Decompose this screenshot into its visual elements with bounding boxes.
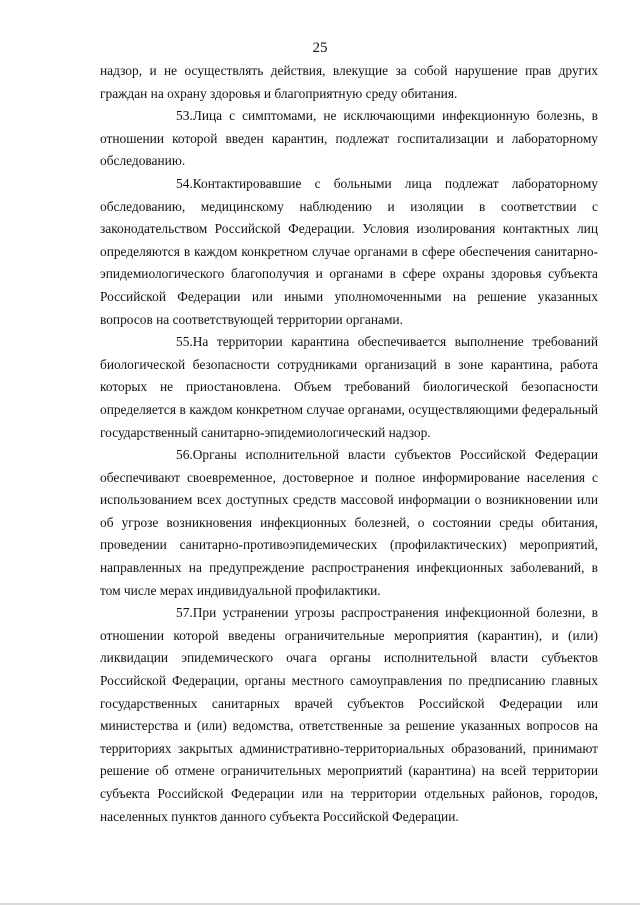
paragraph-text: Лица с симптомами, не исключающими инфекционную болезнь, в отношении которой введен карантин, подлежат госпитализации и лабораторному обследованию. xyxy=(100,108,598,169)
paragraph-55 xyxy=(100,331,598,444)
paragraph-text: надзор, и не осуществлять действия, влекущие за собой нарушение прав других граждан на охрану здоровья и благоприятную среду обитания. xyxy=(100,63,598,101)
paragraph-text: На территории карантина обеспечивается выполнение требований биологической безопасности сотрудниками организаций в зоне карантина, работа которых не приостановлена. Объем требований биологической безопасности определяется в каждом конкретном случае органами, осуществляющими федеральный государственный санитарно-эпидемиологический надзор. xyxy=(100,334,598,440)
paragraph-54 xyxy=(100,173,598,331)
paragraph-text: Органы исполнительной власти субъектов Российской Федерации обеспечивают своевременное, достоверное и полное информирование населения с использованием всех доступных средств массовой информации о возникновении или об угрозе возникновения инфекционных болезней, о состоянии среды обитания, проведении санитарно-противоэпидемических (профилактических) мероприятий, направленных на предупреждение распространения инфекционных заболеваний, в том числе мерах индивидуальной профилактики. xyxy=(100,447,598,598)
paragraph-number: 55. xyxy=(176,334,193,350)
paragraph-text: При устранении угрозы распространения инфекционной болезни, в отношении которой введены ограничительные мероприятия (карантин), и (или) ликвидации эпидемического очага органы исполнительной власти субъектов Российской Федерации, органы местного самоуправления по предписанию главных государственных санитарных врачей субъектов Российской Федерации или министерства и (или) ведомства, ответственные за решение указанных вопросов на территориях закрытых административно-территориальных образований, принимают решение об отмене ограничительных мероприятий (карантина) на всей территории субъекта Российской Федерации или на территории отдельных районов, городов, населенных пунктов данного субъекта Российской Федерации. xyxy=(100,605,598,824)
paragraph-continuation xyxy=(100,60,598,105)
paragraph-number: 56. xyxy=(176,447,193,463)
paragraph-56 xyxy=(100,444,598,602)
page-number: 25 xyxy=(312,40,328,56)
paragraph-53 xyxy=(100,105,598,173)
paragraph-number: 54. xyxy=(176,175,193,191)
paragraph-57 xyxy=(100,602,598,828)
paragraph-number: 57. xyxy=(176,605,193,621)
paragraph-number: 53. xyxy=(176,108,193,124)
paragraph-text: Контактировавшие с больными лица подлежат лабораторному обследованию, медицинскому наблюдению и изоляции в соответствии с законодательством Российской Федерации. Условия изолирования контактных лиц определяются в каждом конкретном случае органами в сфере обеспечения санитарно-эпидемиологического благополучия и органами в сфере охраны здоровья субъекта Российской Федерации или иными уполномоченными на решение указанных вопросов на соответствующей территории органами. xyxy=(100,175,598,327)
document-body xyxy=(100,60,598,828)
